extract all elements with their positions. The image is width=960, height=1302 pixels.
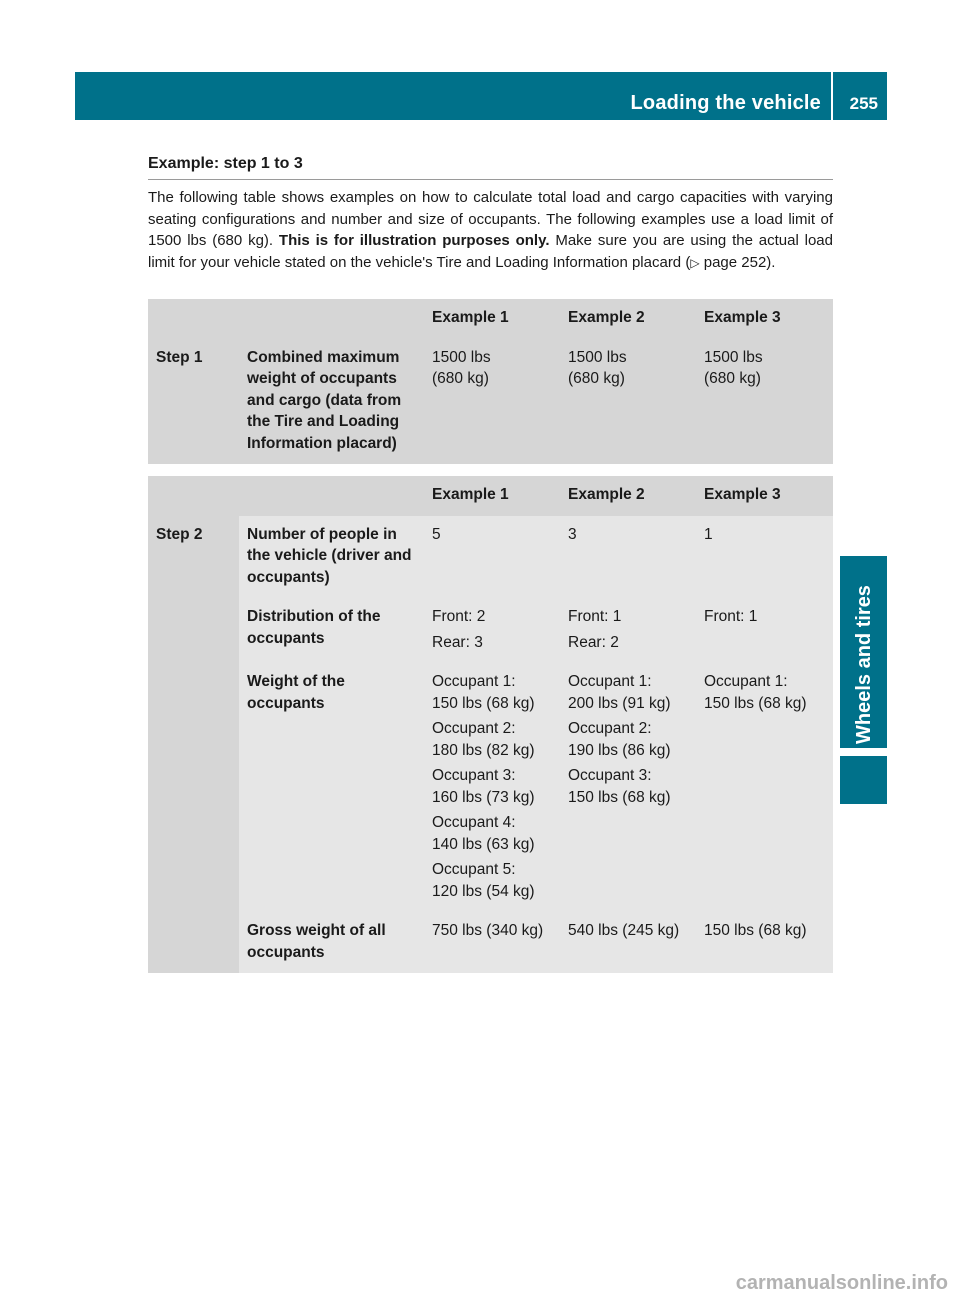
table-cell: 3 <box>568 525 577 543</box>
table-header-cell: Example 1 <box>432 309 509 326</box>
header-divider <box>831 72 833 120</box>
table-header-cell: Example 3 <box>704 309 781 326</box>
table-cell: Front: 2 Rear: 3 <box>432 608 486 651</box>
table-header-cell <box>239 299 424 339</box>
table-cell: 750 lbs (340 kg) <box>432 922 544 939</box>
table-header-cell: Example 1 <box>432 486 509 503</box>
table-header-cell: Example 3 <box>704 486 781 503</box>
table-header-cell: Example 2 <box>568 309 645 326</box>
table-header-cell <box>148 476 239 516</box>
table-row <box>148 912 833 973</box>
intro-text: The following table shows examples on how to calculate total load and cargo capacities with varying seating configurations and number and size of occupants. The following examples use a load limit of 1500 lbs (680 kg). <box>148 189 833 250</box>
step-label: Step 2 <box>148 516 239 974</box>
table-header-cell: Example 2 <box>568 486 645 503</box>
table-header-row <box>148 476 833 516</box>
chapter-tab <box>840 556 887 748</box>
table-cell: Occupant 1: 150 lbs (68 kg) <box>704 673 807 712</box>
watermark: carmanualsonline.info <box>735 1272 948 1294</box>
step-label: Step 1 <box>148 339 239 465</box>
chapter-tab-marker <box>840 756 887 804</box>
table-cell: Front: 1 <box>704 608 758 625</box>
page-title: Loading the vehicle <box>630 92 821 114</box>
table-cell: 1 <box>704 525 713 543</box>
table-cell: 5 <box>432 525 441 543</box>
table-header-row <box>148 299 833 339</box>
row-label: Number of people in the vehicle (driver and occupants) <box>247 525 412 586</box>
row-label: Combined maximum weight of occupants and cargo (data from the Tire and Loading Information placard) <box>239 339 424 465</box>
table-cell: Occupant 1: 150 lbs (68 kg) Occupant 2: 180 lbs (82 kg) Occupant 3: 160 lbs (73 kg) Occupant 4: 140 lbs (63 kg) Occupant 5: 120 lbs (54 kg) <box>432 673 535 900</box>
intro-text-cont: Make sure you are using the actual load limit for your vehicle stated on the vehicle's Tire and Loading Information placard ( <box>148 232 833 271</box>
section-heading: Example: step 1 to 3 <box>148 154 833 180</box>
table-cell: 540 lbs (245 kg) <box>568 922 680 939</box>
step1-table <box>148 299 833 464</box>
intro-paragraph <box>148 187 833 274</box>
table-row <box>148 598 833 663</box>
table-row <box>148 516 833 599</box>
row-label: Weight of the occupants <box>247 673 345 712</box>
table-header-cell <box>148 299 239 339</box>
table-row <box>148 339 833 465</box>
page-ref-arrow-icon: ▷ <box>690 255 700 270</box>
page-number: 255 <box>849 94 878 113</box>
row-label: Distribution of the occupants <box>247 608 381 647</box>
table-cell: 1500 lbs (680 kg) <box>424 339 560 465</box>
table-cell: 150 lbs (68 kg) <box>704 922 807 939</box>
chapter-tab-label: Wheels and tires <box>853 585 875 744</box>
table-cell: 1500 lbs (680 kg) <box>560 339 696 465</box>
intro-emphasis: This is for illustration purposes only. <box>278 232 550 250</box>
row-label: Gross weight of all occupants <box>247 922 386 961</box>
table-cell: 1500 lbs (680 kg) <box>696 339 833 465</box>
page-header <box>75 72 887 120</box>
step2-table <box>148 476 833 973</box>
table-header-cell <box>239 476 424 516</box>
table-cell: Front: 1 Rear: 2 <box>568 608 622 651</box>
table-cell: Occupant 1: 200 lbs (91 kg) Occupant 2: 190 lbs (86 kg) Occupant 3: 150 lbs (68 kg) <box>568 673 671 806</box>
table-row <box>148 663 833 912</box>
page-ref-link[interactable]: page 252). <box>699 253 776 271</box>
